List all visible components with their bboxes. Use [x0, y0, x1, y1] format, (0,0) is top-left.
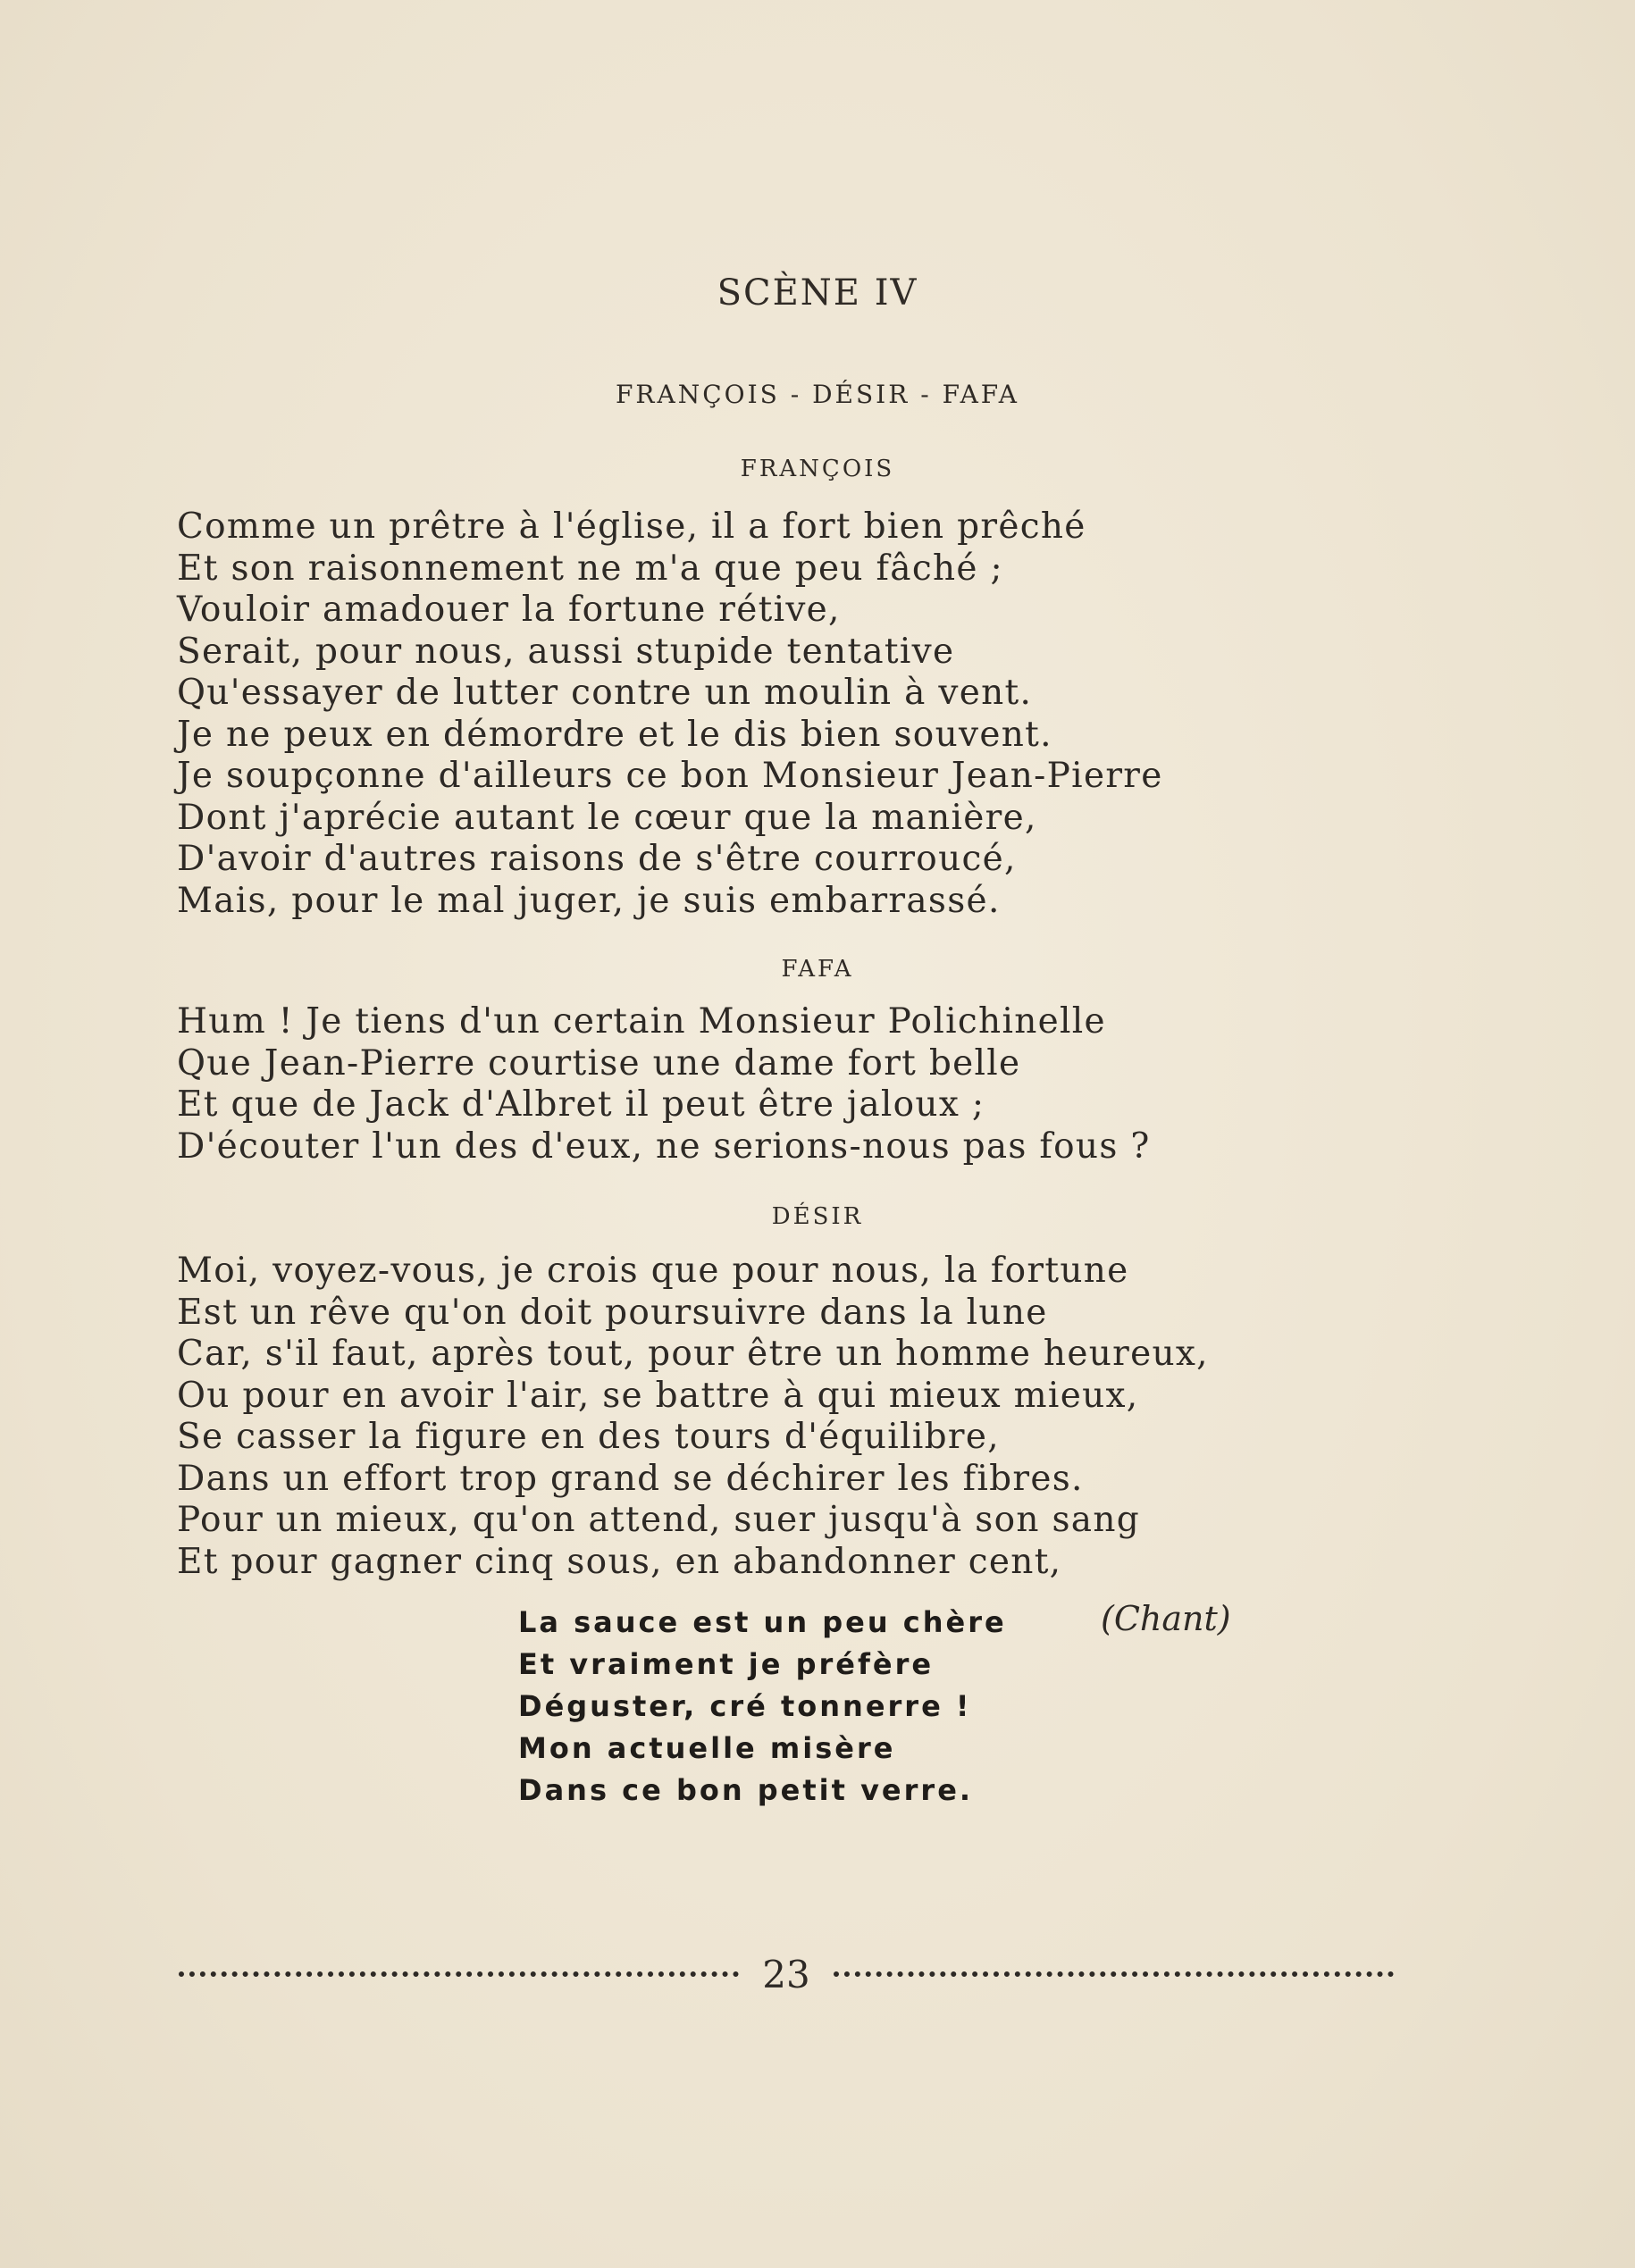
speaker-label: DÉSIR [771, 1203, 864, 1230]
verse-line: Et pour gagner cinq sous, en abandonner cent, [177, 1541, 1062, 1582]
verse-line: Ou pour en avoir l'air, se battre à qui mieux mieux, [177, 1375, 1139, 1416]
dotted-rule-right [834, 1971, 1394, 1977]
verse-line: Comme un prêtre à l'église, il a fort bien prêché [177, 506, 1086, 547]
verse-line: Hum ! Je tiens d'un certain Monsieur Polichinelle [177, 1001, 1106, 1042]
verse-line: Que Jean-Pierre courtise une dame fort belle [177, 1042, 1021, 1084]
verse-line: Et son raisonnement ne m'a que peu fâché ; [177, 548, 1003, 589]
song-line: Déguster, cré tonnerre ! [518, 1689, 972, 1723]
verse-line: D'écouter l'un des d'eux, ne serions-nous pas fous ? [177, 1126, 1151, 1167]
page-footer [179, 1947, 1394, 2001]
song-line: Et vraiment je préfère [518, 1647, 935, 1681]
verse-line: Car, s'il faut, après tout, pour être un homme heureux, [177, 1334, 1209, 1374]
song-verses [518, 1602, 1007, 1812]
scene-title: SCÈNE IV [717, 272, 918, 314]
scene-characters: FRANÇOIS - DÉSIR - FAFA [615, 380, 1020, 409]
verse-line: Dont j'aprécie autant le cœur que la manière, [177, 797, 1037, 838]
verse-line: D'avoir d'autres raisons de s'être courroucé, [177, 839, 1017, 879]
verse-line: Pour un mieux, qu'on attend, suer jusqu'à son sang [177, 1500, 1141, 1540]
verse-line: Mais, pour le mal juger, je suis embarrassé. [177, 880, 1001, 921]
speaker-label: FRANÇOIS [740, 456, 895, 482]
song-line: La sauce est un peu chère [518, 1605, 1007, 1639]
dotted-rule-left [179, 1971, 739, 1977]
speech-verses-francois [177, 506, 1163, 922]
verse-line: Serait, pour nous, aussi stupide tentative [177, 631, 955, 672]
page-number: 23 [762, 1952, 810, 1996]
verse-line: Dans un effort trop grand se déchirer les fibres. [177, 1458, 1084, 1499]
speech-verses-fafa [177, 1001, 1151, 1167]
speech-verses-desir [177, 1251, 1209, 1583]
verse-line: Qu'essayer de lutter contre un moulin à vent. [177, 673, 1033, 713]
verse-line: Je ne peux en démordre et le dis bien souvent. [177, 714, 1052, 755]
song-line: Mon actuelle misère [518, 1731, 896, 1765]
verse-line: Je soupçonne d'ailleurs ce bon Monsieur Jean-Pierre [177, 756, 1163, 796]
song-stage-direction: (Chant) [1101, 1599, 1231, 1638]
verse-line: Est un rêve qu'on doit poursuivre dans la lune [177, 1292, 1048, 1333]
verse-line: Vouloir amadouer la fortune rétive, [177, 590, 841, 630]
song-line: Dans ce bon petit verre. [518, 1773, 974, 1807]
speaker-label: FAFA [781, 956, 854, 983]
verse-line: Se casser la figure en des tours d'équilibre, [177, 1417, 1000, 1457]
verse-line: Moi, voyez-vous, je crois que pour nous, la fortune [177, 1251, 1129, 1291]
verse-line: Et que de Jack d'Albret il peut être jaloux ; [177, 1084, 985, 1125]
